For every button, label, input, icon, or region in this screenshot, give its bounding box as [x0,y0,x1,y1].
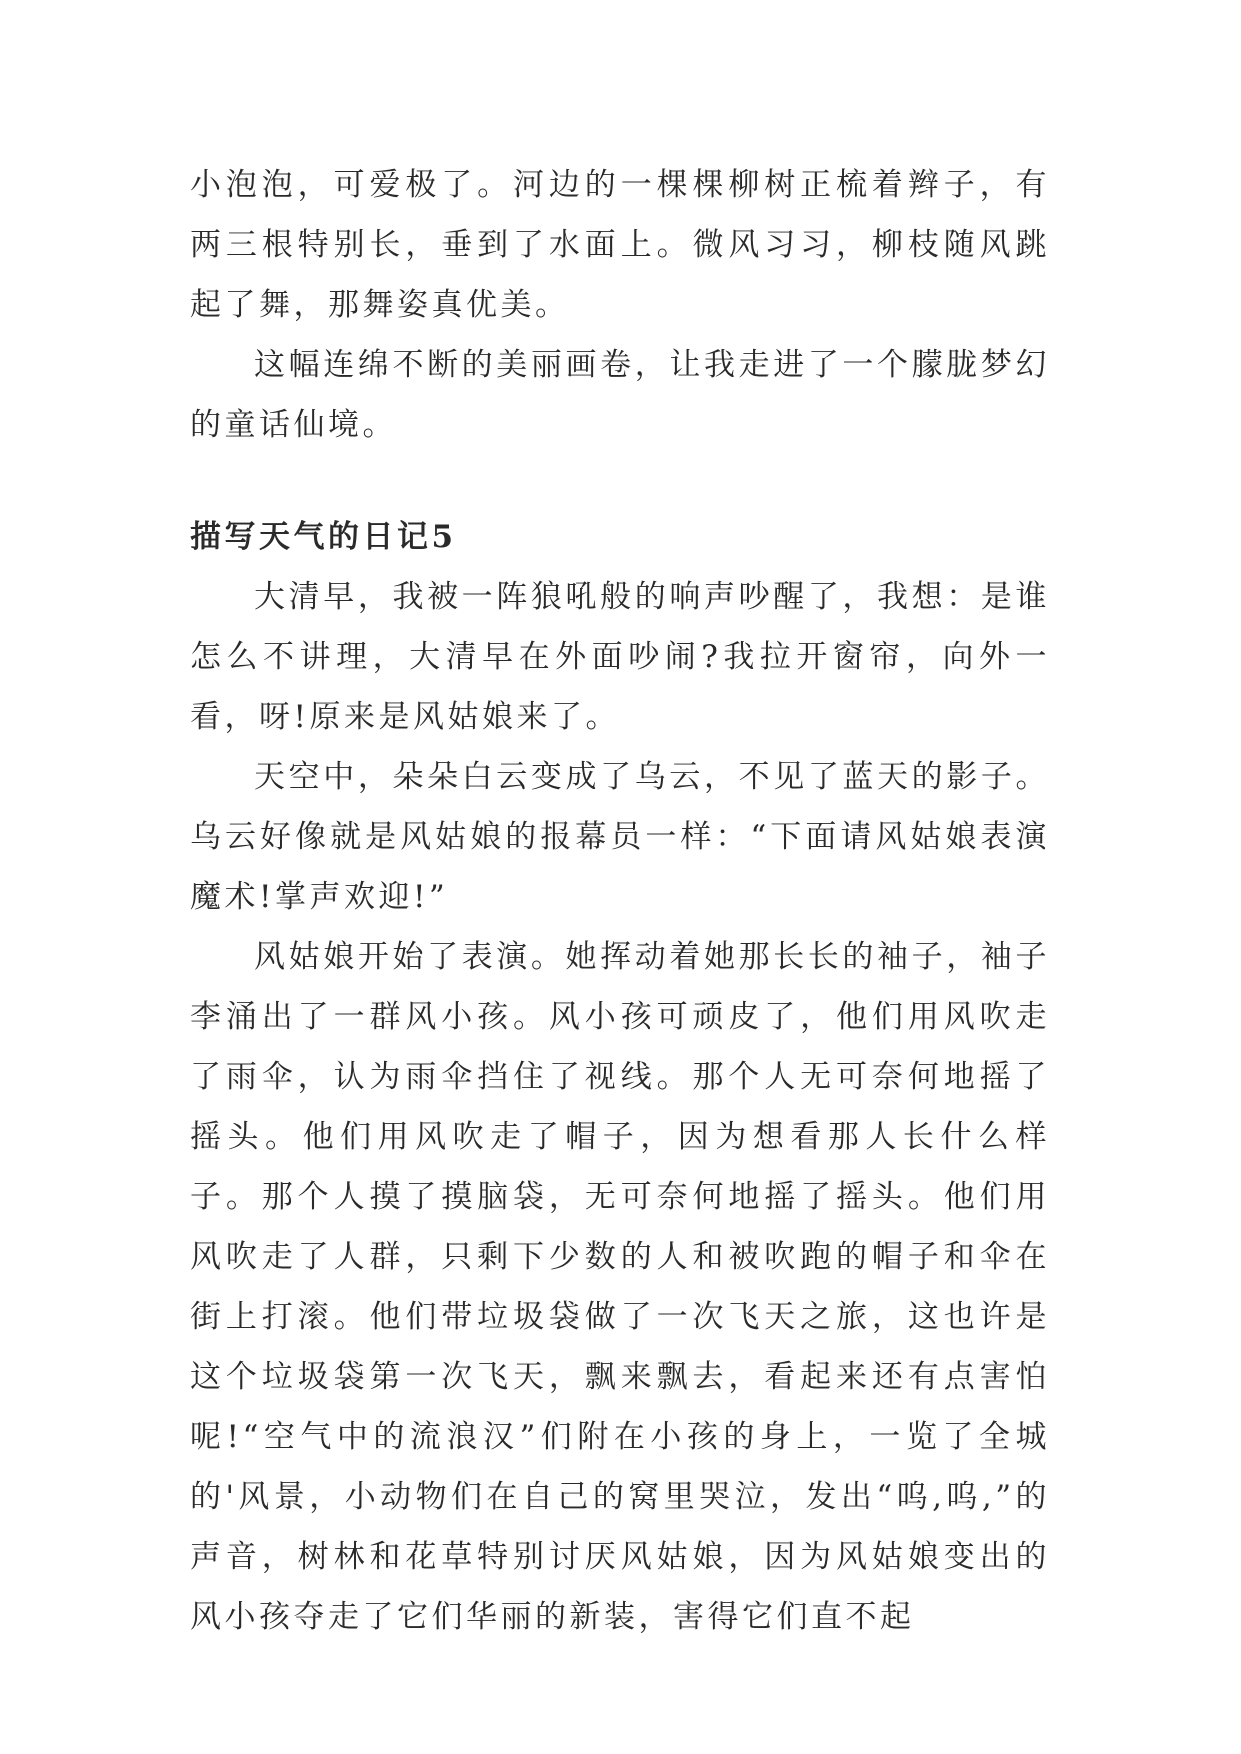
section-title: 描写天气的日记5 [190,519,457,555]
paragraph-1: 大清早，我被一阵狼吼般的响声吵醒了，我想：是谁怎么不讲理，大清早在外面吵闹?我拉开窗帘，向外一看，呀!原来是风姑娘来了。 [190,579,1050,735]
paragraph-3: 风姑娘开始了表演。她挥动着她那长长的袖子，袖子李涌出了一群风小孩。风小孩可顽皮了，他们用风吹走了雨伞，认为雨伞挡住了视线。那个人无可奈何地摇了摇头。他们用风吹走了帽子，因为想看那人长什么样子。那个人摸了摸脑袋，无可奈何地摇了摇头。他们用风吹走了人群，只剩下少数的人和被吹跑的帽子和伞在街上打滚。他们带垃圾袋做了一次飞天之旅，这也许是这个垃圾袋第一次飞天，飘来飘去，看起来还有点害怕呢!“空气中的流浪汉”们附在小孩的身上，一览了全城的'风景，小动物们在自己的窝里哭泣，发出“呜,呜,”的声音，树林和花草特别讨厌风姑娘，因为风姑娘变出的风小孩夺走了它们华丽的新装，害得它们直不起 [190,939,1050,1635]
paragraph-2: 天空中，朵朵白云变成了乌云，不见了蓝天的影子。乌云好像就是风姑娘的报幕员一样：“下面请风姑娘表演魔术!掌声欢迎!” [190,759,1050,915]
document-body [190,155,1050,1647]
paragraph-closing: 这幅连绵不断的美丽画卷，让我走进了一个朦胧梦幻的童话仙境。 [190,347,1050,443]
paragraph-continuation: 小泡泡，可爱极了。河边的一棵棵柳树正梳着辫子，有两三根特别长，垂到了水面上。微风习习，柳枝随风跳起了舞，那舞姿真优美。 [190,167,1050,323]
